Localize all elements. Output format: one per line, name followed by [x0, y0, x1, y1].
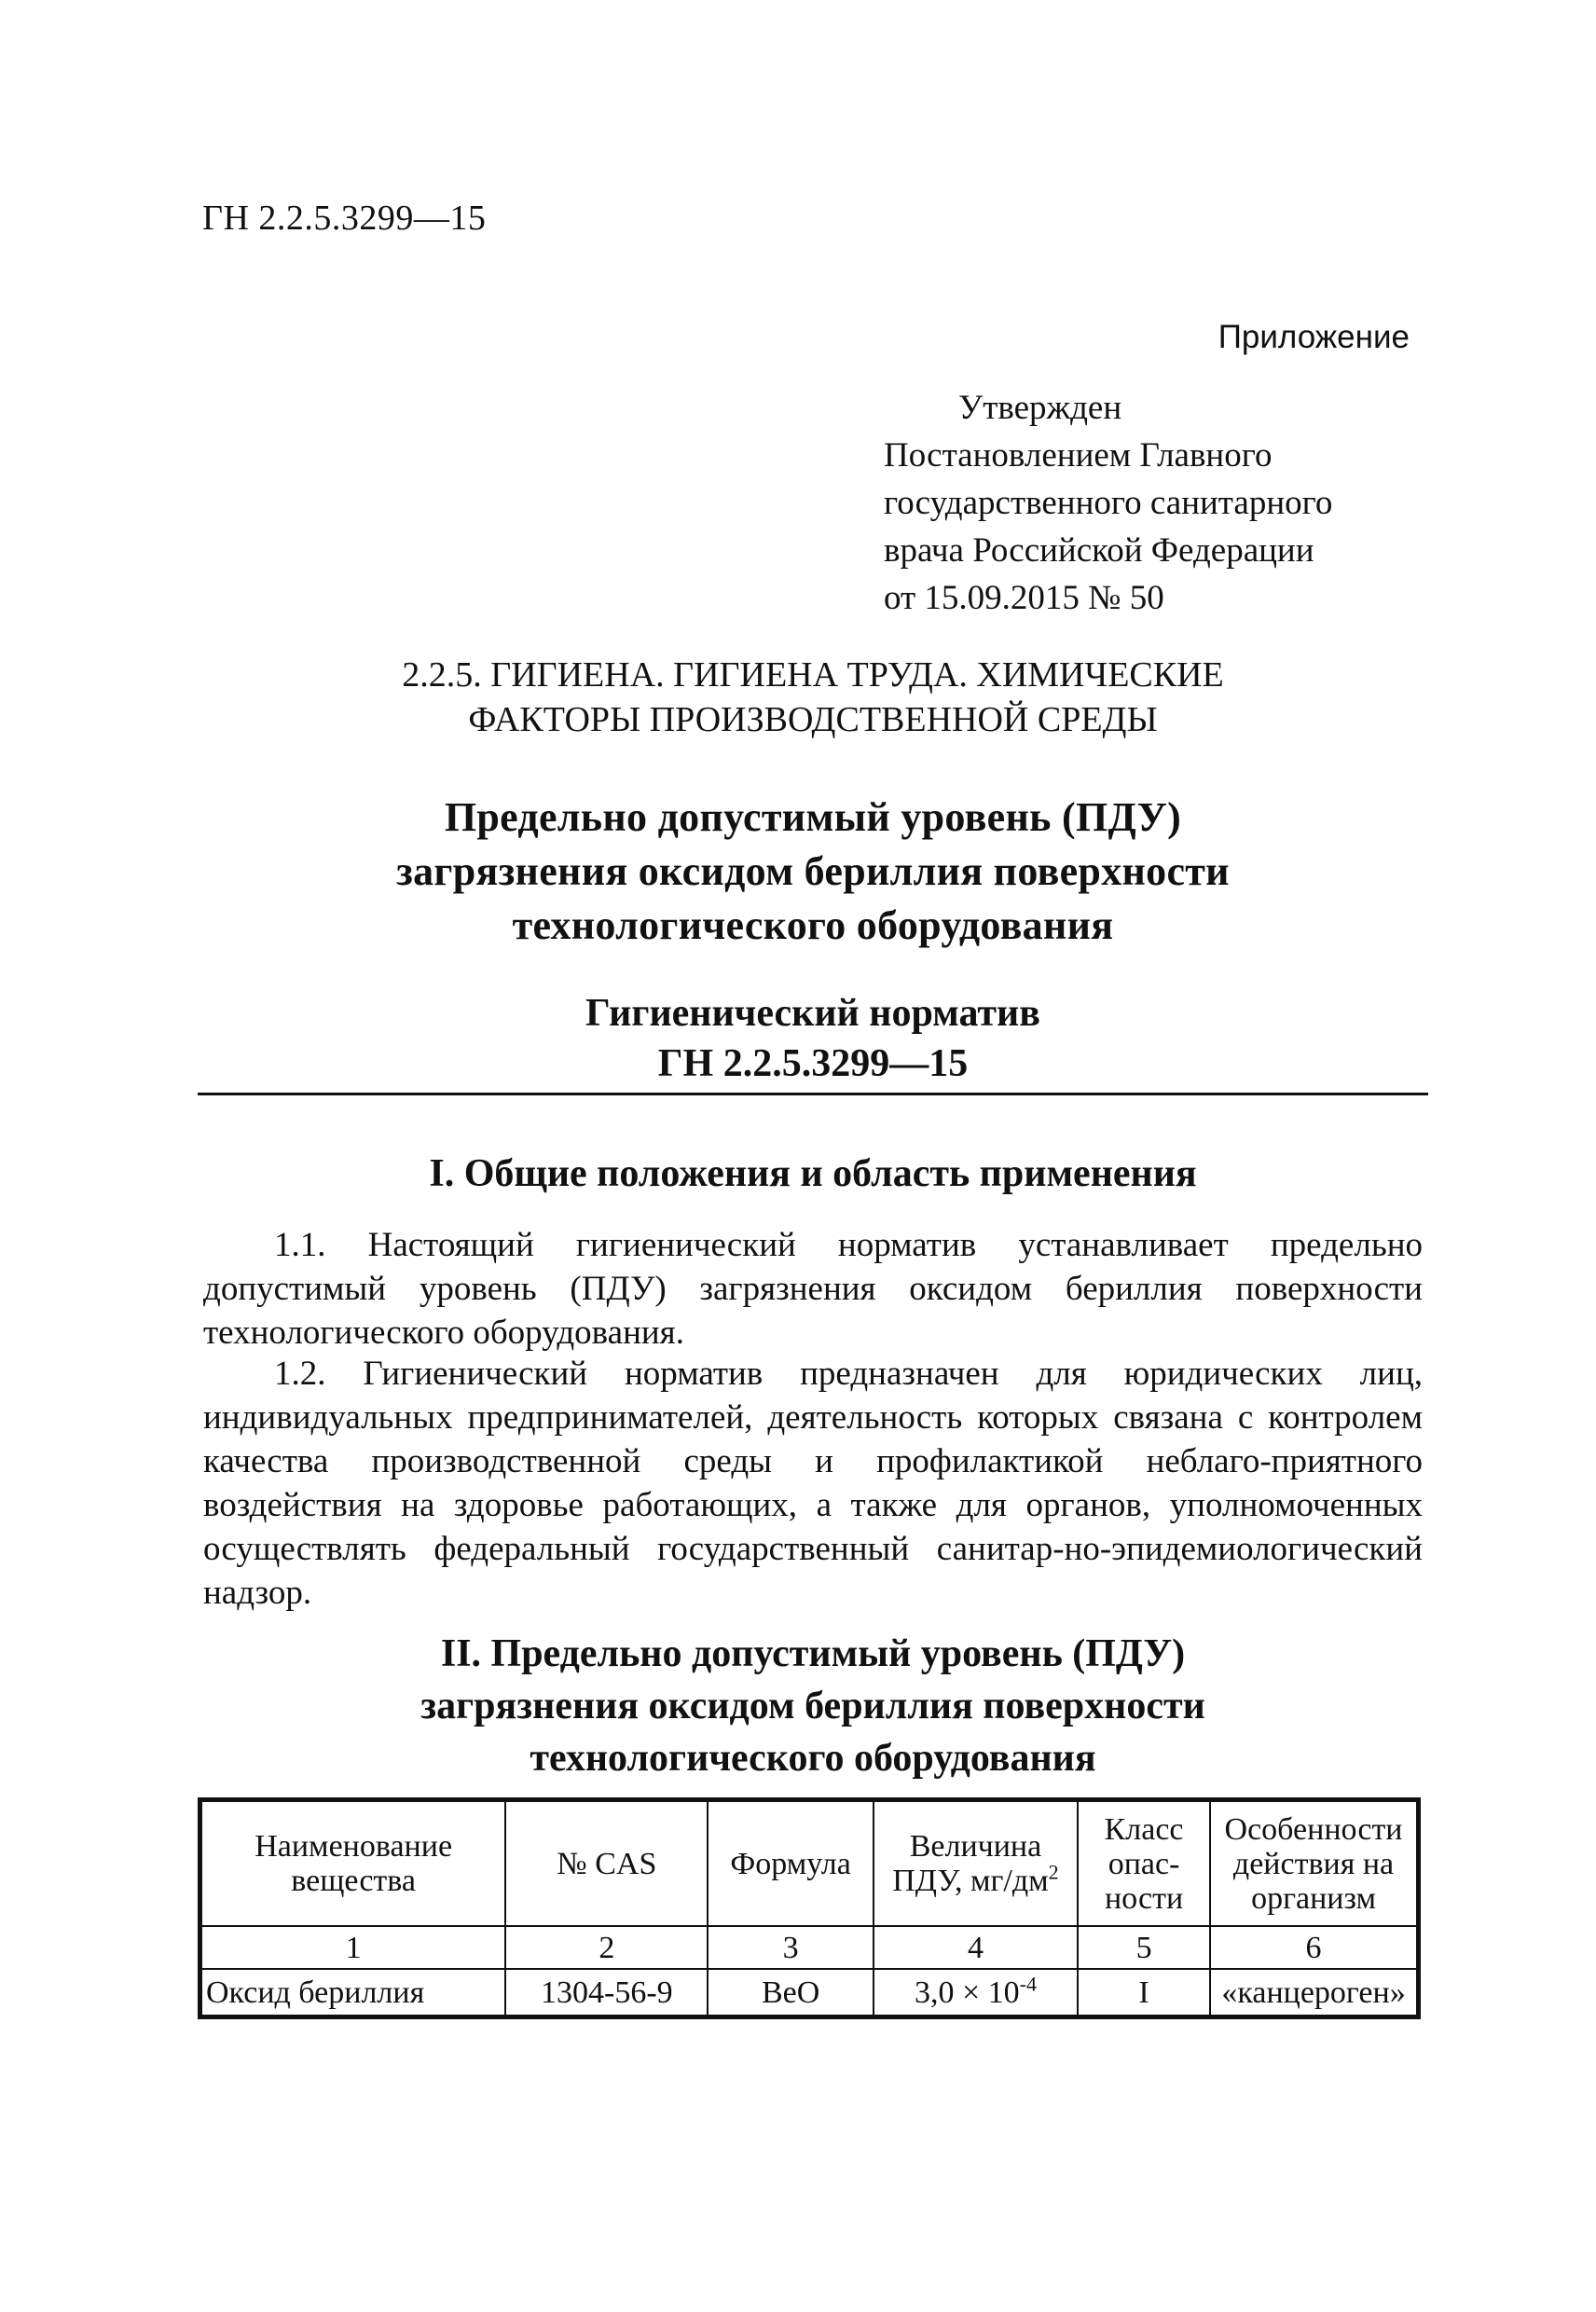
- header-value: [874, 1800, 1078, 1927]
- section-code-line: ФАКТОРЫ ПРОИЗВОДСТВЕННОЙ СРЕДЫ: [468, 700, 1158, 739]
- column-number: 3: [708, 1926, 873, 1969]
- cell-hazard-class: I: [1078, 1969, 1210, 2017]
- paragraph-1-2: [203, 1352, 1423, 1615]
- section-heading-1: I. Общие положения и область применения: [429, 1152, 1197, 1195]
- approval-line: от 15.09.2015 № 50: [884, 579, 1164, 617]
- cell-substance-name: Оксид бериллия: [200, 1969, 506, 2017]
- header-text: вещества: [291, 1864, 416, 1898]
- table-column-number-row: [200, 1926, 1419, 1969]
- table-header-row: [200, 1800, 1419, 1927]
- cell-cas: 1304-56-9: [505, 1969, 708, 2017]
- paragraph-text: 1.1. Настоящий гигиенический норматив устанавливает предельно допустимый уровень (ПДУ) загрязнения оксидом бериллия поверхности технологического оборудования.: [203, 1226, 1423, 1352]
- document-title: [198, 791, 1428, 953]
- header-text: Особенности: [1224, 1811, 1403, 1847]
- value-exponent: -4: [1019, 1972, 1037, 1996]
- section-code-line: 2.2.5. ГИГИЕНА. ГИГИЕНА ТРУДА. ХИМИЧЕСКИЕ: [402, 655, 1224, 695]
- section-heading-2-line: технологического оборудования: [530, 1737, 1096, 1780]
- section-code: [198, 653, 1428, 742]
- paragraph-text: 1.2. Гигиенический норматив предназначен для юридических лиц, индивидуальных предпринимателей, деятельность которых связана с контролем качества производственной среды и профилактикой неблаго-приятного воздействия на здоровье работающих, а также для органов, уполномоченных осуществлять федеральный государственный санитар-но-эпидемиологический надзор.: [203, 1355, 1423, 1612]
- header-hazard-class: [1078, 1800, 1210, 1927]
- header-text: Величина: [909, 1829, 1042, 1864]
- section-heading-2-line: II. Предельно допустимый уровень (ПДУ): [440, 1632, 1186, 1675]
- header-unit: ПДУ, мг/дм: [892, 1864, 1049, 1898]
- document-title-line: технологического оборудования: [512, 902, 1114, 948]
- norm-title-line: Гигиенический норматив: [585, 992, 1040, 1035]
- column-number: 2: [505, 1926, 708, 1969]
- approval-block: [884, 384, 1424, 622]
- section-heading-2: [198, 1628, 1428, 1784]
- pdu-table: [198, 1797, 1421, 2019]
- approval-line: Постановлением Главного: [884, 436, 1273, 475]
- table-row: [200, 1969, 1419, 2017]
- document-title-line: Предельно допустимый уровень (ПДУ): [444, 794, 1182, 840]
- norm-title-line: ГН 2.2.5.3299—15: [657, 1042, 969, 1085]
- value-base: 3,0 × 10: [914, 1975, 1020, 2010]
- norm-title: [198, 988, 1428, 1089]
- document-title-line: загрязнения оксидом бериллия поверхности: [396, 848, 1230, 894]
- document-code-header: ГН 2.2.5.3299—15: [202, 199, 487, 238]
- approval-line: государственного санитарного: [884, 484, 1333, 522]
- approval-line: Утвержден: [958, 389, 1122, 427]
- cell-features: «канцероген»: [1210, 1969, 1418, 2017]
- paragraph-1-1: [203, 1223, 1423, 1355]
- header-features: [1210, 1800, 1418, 1927]
- header-unit-superscript: 2: [1048, 1860, 1059, 1884]
- header-text: организм: [1251, 1880, 1376, 1916]
- cell-value: [874, 1969, 1078, 2017]
- appendix-label: Приложение: [1218, 319, 1410, 355]
- section-heading-2-line: загрязнения оксидом бериллия поверхности: [420, 1685, 1205, 1727]
- cell-formula: BeO: [708, 1969, 873, 2017]
- header-text: Класс: [1104, 1811, 1184, 1847]
- header-text: Наименование: [255, 1829, 453, 1864]
- header-text: ности: [1104, 1880, 1184, 1916]
- header-substance-name: [200, 1800, 506, 1927]
- approval-line: врача Российской Федерации: [884, 531, 1314, 570]
- header-text: опас-: [1108, 1846, 1180, 1881]
- column-number: 5: [1078, 1926, 1210, 1969]
- column-number: 4: [874, 1926, 1078, 1969]
- column-number: 6: [1210, 1926, 1418, 1969]
- header-text: действия на: [1232, 1846, 1395, 1881]
- header-formula: Формула: [708, 1800, 873, 1927]
- header-cas: № CAS: [505, 1800, 708, 1927]
- horizontal-rule: [198, 1093, 1428, 1095]
- column-number: 1: [200, 1926, 506, 1969]
- header-text: [878, 1860, 1073, 1898]
